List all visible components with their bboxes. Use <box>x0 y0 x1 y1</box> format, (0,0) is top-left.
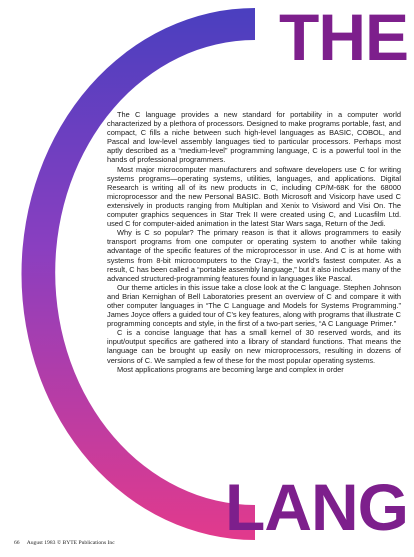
issue-credit: August 1983 © BYTE Publications Inc <box>26 540 115 546</box>
article-paragraph: Most applications programs are becoming large and complex in order <box>117 364 344 374</box>
page-number: 66 <box>14 540 20 546</box>
article-paragraph: Most major microcomputer manufacturers and software developers use C for writing systems programs—operating systems, utilities, languages, and applications. Digital Research is writing all of its new products in C, including CP/M-68K for the 68000 microprocessor and the new Personal BASIC. Both Microsoft and Visicorp have used C extensively in products ranging from Multiplan and Xenix to Visiword and Visi On. The computer graphics sequences in Star Trek II were created using C, and Lucasfilm Ltd. used C for computer-aided animation in the latest Star Wars saga, Return of the Jedi. <box>107 164 401 229</box>
title-top-word: THE <box>279 0 408 74</box>
article-paragraph: Why is C so popular? The primary reason is that it allows programmers to easily transport programs from one computer or operating system to another while taking advantage of the specific features of the microprocessor in use. And C is at home with systems from 8-bit microcomputers to the Cray-1, the world’s fastest computer. As a result, C has been called a “portable assembly language,” but it also includes many of the advanced structured-programming features found in languages like Pascal. <box>107 228 401 283</box>
title-bottom-word: LANG <box>225 470 408 544</box>
page-footer <box>14 540 121 546</box>
article-paragraph: Our theme articles in this issue take a close look at the C language. Stephen Johnson and Brian Kernighan of Bell Laboratories present an overview of C and compare it with other computer languages in “The C Language and Models for Systems Programming.” James Joyce offers a guided tour of C’s key features, along with programs that illustrate C programming concepts and style, in the first of a two-part series, “A C Language Primer.” <box>107 282 401 329</box>
article-paragraph: The C language provides a new standard for portability in a computer world characterized by a plethora of processors. Designed to make programs portable, fast, and compact, C fills a niche between such high-level languages as BASIC, COBOL, and Pascal and low-level assembly languages tied to particular processors. Perhaps most aptly described as a “medium-level” programming language, C is a powerful tool in the hands of professional programmers. <box>107 110 401 165</box>
article-paragraph: C is a concise language that has a small kernel of 30 reserved words, and its input/output specifics are gathered into a library of standard functions. That means the language can be brought up easily on new microprocessors, resulting in dozens of versions of C. We sampled a few of these for the most popular operating systems. <box>107 328 401 365</box>
article-body <box>107 110 401 374</box>
